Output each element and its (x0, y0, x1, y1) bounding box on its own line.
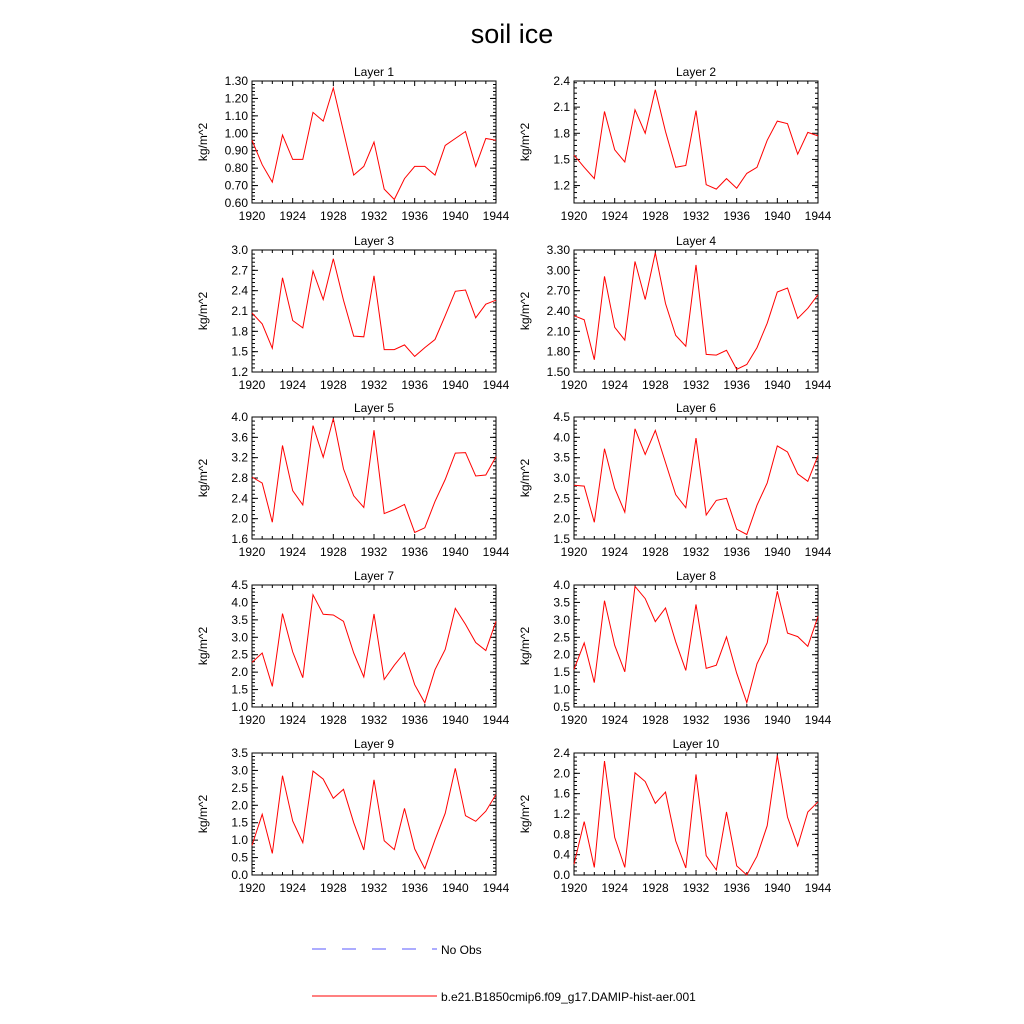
x-tick-label: 1924 (279, 545, 307, 559)
y-tick-label: 1.5 (231, 682, 248, 697)
panel-title: Layer 6 (675, 401, 717, 415)
y-tick-label: 1.5 (231, 344, 248, 359)
x-tick-label: 1940 (763, 881, 791, 895)
x-tick-label: 1932 (360, 881, 388, 895)
y-tick-label: 2.5 (231, 780, 248, 795)
y-tick-label: 4.0 (231, 595, 248, 610)
y-tick-label: 1.20 (224, 91, 248, 106)
x-tick-label: 1924 (601, 713, 629, 727)
series-line (574, 429, 818, 535)
y-tick-label: 0.5 (231, 850, 248, 865)
y-tick-label: 4.0 (553, 578, 570, 592)
x-tick-label: 1940 (763, 545, 791, 559)
x-tick-label: 1920 (560, 209, 588, 223)
y-tick-label: 1.2 (553, 807, 570, 821)
y-tick-label: 3.00 (546, 263, 570, 278)
series-line (252, 259, 496, 357)
y-tick-label: 2.4 (231, 283, 248, 298)
x-tick-label: 1920 (560, 713, 588, 727)
x-tick-label: 1936 (401, 378, 429, 392)
x-tick-label: 1928 (641, 545, 669, 559)
y-tick-label: 2.1 (553, 100, 570, 115)
y-tick-label: 0.5 (553, 700, 570, 714)
y-tick-label: 3.5 (553, 595, 570, 610)
y-tick-label: 1.30 (224, 74, 248, 88)
x-tick-label: 1940 (763, 378, 791, 392)
x-tick-label: 1920 (238, 881, 266, 895)
x-tick-label: 1944 (482, 209, 510, 223)
y-tick-label: 1.80 (546, 344, 570, 359)
panel-title: Layer 1 (353, 65, 395, 79)
x-tick-label: 1936 (401, 713, 429, 727)
y-tick-label: 3.0 (231, 763, 248, 778)
y-tick-label: 1.00 (224, 126, 248, 141)
y-tick-label: 0.0 (553, 868, 570, 882)
x-tick-label: 1924 (279, 881, 307, 895)
x-tick-label: 1924 (601, 881, 629, 895)
x-tick-label: 1920 (238, 209, 266, 223)
panel-layer-5 (196, 401, 510, 559)
series-line (252, 595, 496, 703)
y-axis-label: kg/m^2 (518, 458, 532, 498)
x-tick-label: 1924 (601, 545, 629, 559)
y-tick-label: 1.0 (231, 833, 248, 848)
y-tick-label: 4.5 (553, 410, 570, 424)
y-tick-label: 4.5 (231, 578, 248, 592)
y-axis-label: kg/m^2 (196, 122, 210, 162)
panel-layer-9 (196, 737, 510, 895)
y-tick-label: 0.8 (553, 827, 570, 842)
x-tick-label: 1932 (360, 378, 388, 392)
y-axis-label: kg/m^2 (196, 794, 210, 834)
x-tick-label: 1936 (723, 713, 751, 727)
y-tick-label: 2.70 (546, 283, 570, 298)
y-axis-label: kg/m^2 (196, 291, 210, 331)
x-tick-label: 1924 (601, 378, 629, 392)
x-tick-label: 1936 (401, 881, 429, 895)
y-tick-label: 1.2 (553, 178, 570, 193)
y-tick-label: 1.6 (231, 532, 248, 546)
x-tick-label: 1920 (238, 713, 266, 727)
y-tick-label: 1.5 (553, 665, 570, 680)
x-tick-label: 1940 (441, 209, 469, 223)
x-tick-label: 1932 (360, 545, 388, 559)
x-tick-label: 1920 (560, 881, 588, 895)
y-tick-label: 1.5 (231, 815, 248, 830)
y-tick-label: 1.0 (553, 682, 570, 697)
y-tick-label: 3.5 (553, 450, 570, 465)
panel-layer-3 (196, 234, 510, 392)
x-tick-label: 1940 (441, 713, 469, 727)
x-tick-label: 1936 (723, 545, 751, 559)
legend-obs-label: No Obs (441, 943, 482, 957)
y-tick-label: 2.40 (546, 304, 570, 318)
y-tick-label: 1.8 (231, 324, 248, 339)
x-tick-label: 1928 (641, 209, 669, 223)
x-tick-label: 1936 (723, 209, 751, 223)
y-tick-label: 1.8 (553, 126, 570, 141)
y-tick-label: 2.1 (231, 304, 248, 318)
panel-layer-8 (518, 569, 832, 727)
x-tick-label: 1924 (279, 209, 307, 223)
x-tick-label: 1920 (560, 545, 588, 559)
series-line (574, 586, 818, 702)
x-tick-label: 1928 (641, 881, 669, 895)
x-tick-label: 1928 (319, 209, 347, 223)
y-tick-label: 2.10 (546, 324, 570, 339)
plot-frame (252, 250, 496, 372)
y-tick-label: 0.80 (224, 161, 248, 176)
panel-title: Layer 7 (353, 569, 395, 583)
x-tick-label: 1924 (601, 209, 629, 223)
y-tick-label: 2.0 (553, 766, 570, 781)
x-tick-label: 1920 (238, 545, 266, 559)
panel-title: Layer 3 (353, 234, 395, 248)
y-tick-label: 2.5 (553, 491, 570, 506)
y-tick-label: 0.60 (224, 196, 248, 210)
y-tick-label: 2.5 (553, 630, 570, 645)
series-line (574, 90, 818, 189)
y-axis-label: kg/m^2 (518, 122, 532, 162)
panel-layer-10 (518, 737, 832, 895)
y-tick-label: 1.10 (224, 108, 248, 123)
legend (312, 943, 696, 1004)
panel-layer-6 (518, 401, 832, 559)
x-tick-label: 1944 (804, 545, 832, 559)
x-tick-label: 1940 (441, 545, 469, 559)
plot-frame (252, 417, 496, 539)
x-tick-label: 1944 (804, 713, 832, 727)
x-tick-label: 1936 (723, 378, 751, 392)
x-tick-label: 1944 (482, 545, 510, 559)
panel-layer-1 (196, 65, 510, 223)
y-tick-label: 0.4 (553, 847, 570, 862)
x-tick-label: 1932 (682, 545, 710, 559)
x-tick-label: 1924 (279, 378, 307, 392)
panel-layer-7 (196, 569, 510, 727)
series-line (574, 756, 818, 876)
plot-frame (574, 753, 818, 875)
x-tick-label: 1944 (804, 378, 832, 392)
y-tick-label: 2.0 (231, 511, 248, 526)
x-tick-label: 1924 (279, 713, 307, 727)
plot-frame (252, 753, 496, 875)
y-tick-label: 3.6 (231, 430, 248, 445)
y-tick-label: 2.5 (231, 647, 248, 662)
x-tick-label: 1932 (682, 209, 710, 223)
x-tick-label: 1932 (682, 713, 710, 727)
y-tick-label: 2.0 (231, 665, 248, 680)
panel-title: Layer 4 (675, 234, 717, 248)
y-tick-label: 1.6 (553, 786, 570, 801)
x-tick-label: 1932 (682, 378, 710, 392)
x-tick-label: 1944 (804, 881, 832, 895)
panels-group (196, 65, 832, 895)
x-tick-label: 1920 (238, 378, 266, 392)
plot-frame (252, 585, 496, 707)
y-tick-label: 2.4 (231, 491, 248, 506)
y-tick-label: 0.90 (224, 143, 248, 158)
y-axis-label: kg/m^2 (196, 458, 210, 498)
y-tick-label: 1.2 (231, 365, 248, 379)
x-tick-label: 1928 (319, 713, 347, 727)
panel-layer-2 (518, 65, 832, 223)
y-axis-label: kg/m^2 (518, 291, 532, 331)
x-tick-label: 1928 (641, 713, 669, 727)
x-tick-label: 1928 (641, 378, 669, 392)
series-line (252, 419, 496, 533)
x-tick-label: 1932 (360, 713, 388, 727)
panel-title: Layer 2 (675, 65, 717, 79)
plot-frame (574, 417, 818, 539)
x-tick-label: 1940 (441, 881, 469, 895)
y-tick-label: 3.0 (553, 612, 570, 627)
x-tick-label: 1940 (441, 378, 469, 392)
y-tick-label: 3.5 (231, 746, 248, 760)
panel-title: Layer 9 (353, 737, 395, 751)
x-tick-label: 1932 (360, 209, 388, 223)
y-tick-label: 2.0 (553, 647, 570, 662)
y-tick-label: 2.8 (231, 471, 248, 485)
x-tick-label: 1940 (763, 209, 791, 223)
y-tick-label: 4.0 (231, 410, 248, 424)
y-axis-label: kg/m^2 (196, 626, 210, 666)
y-tick-label: 0.70 (224, 178, 248, 193)
x-tick-label: 1928 (319, 545, 347, 559)
y-tick-label: 1.5 (553, 152, 570, 167)
series-line (252, 88, 496, 200)
y-tick-label: 3.0 (231, 630, 248, 645)
x-tick-label: 1944 (804, 209, 832, 223)
y-tick-label: 2.7 (231, 263, 248, 278)
y-tick-label: 3.5 (231, 612, 248, 627)
x-tick-label: 1944 (482, 713, 510, 727)
x-tick-label: 1944 (482, 378, 510, 392)
y-tick-label: 1.0 (231, 700, 248, 714)
x-tick-label: 1936 (401, 209, 429, 223)
panel-title: Layer 5 (353, 401, 395, 415)
x-tick-label: 1920 (560, 378, 588, 392)
series-line (574, 253, 818, 370)
y-tick-label: 2.4 (553, 746, 570, 760)
panel-title: Layer 10 (672, 737, 720, 751)
x-tick-label: 1928 (319, 378, 347, 392)
y-tick-label: 1.50 (546, 365, 570, 379)
x-tick-label: 1944 (482, 881, 510, 895)
y-tick-label: 3.0 (553, 471, 570, 485)
y-axis-label: kg/m^2 (518, 626, 532, 666)
y-tick-label: 2.0 (231, 798, 248, 813)
x-tick-label: 1936 (401, 545, 429, 559)
y-tick-label: 3.2 (231, 450, 248, 465)
y-tick-label: 2.0 (553, 511, 570, 526)
x-tick-label: 1928 (319, 881, 347, 895)
panel-layer-4 (518, 234, 832, 392)
y-tick-label: 1.5 (553, 532, 570, 546)
legend-model-label: b.e21.B1850cmip6.f09_g17.DAMIP-hist-aer.001 (441, 990, 696, 1004)
y-tick-label: 2.4 (553, 74, 570, 88)
x-tick-label: 1936 (723, 881, 751, 895)
figure-title: soil ice (470, 19, 554, 49)
x-tick-label: 1940 (763, 713, 791, 727)
y-tick-label: 3.0 (231, 243, 248, 257)
panel-title: Layer 8 (675, 569, 717, 583)
y-axis-label: kg/m^2 (518, 794, 532, 834)
y-tick-label: 3.30 (546, 243, 570, 257)
y-tick-label: 4.0 (553, 430, 570, 445)
plot-frame (574, 81, 818, 203)
plot-frame (574, 585, 818, 707)
series-line (252, 768, 496, 868)
x-tick-label: 1932 (682, 881, 710, 895)
y-tick-label: 0.0 (231, 868, 248, 882)
